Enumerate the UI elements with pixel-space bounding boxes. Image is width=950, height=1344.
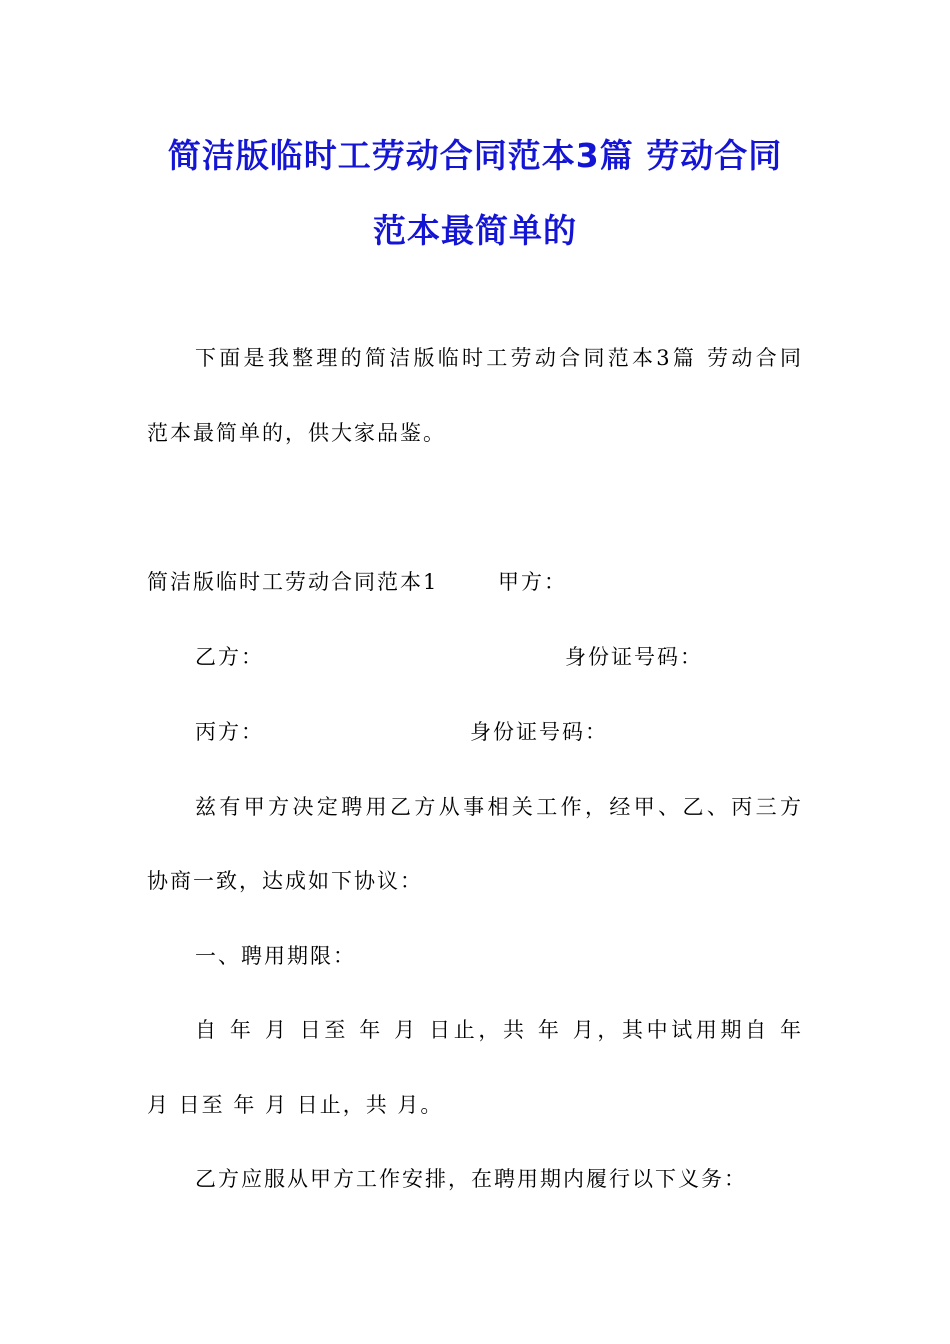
intro-line-2: 范本最简单的，供大家品鉴。 [147,421,446,445]
party-a-label: 甲方： [498,570,567,594]
section-heading: 简洁版临时工劳动合同范本1 [147,570,439,594]
duty-line: 乙方应服从甲方工作安排，在聘用期内履行以下义务： [195,1167,747,1191]
term-line-2: 月 日至 年 月 日止，共 月。 [147,1093,444,1117]
title-line-1: 简洁版临时工劳动合同范本3篇 劳动合同 [167,136,783,175]
para1-line-1: 兹有甲方决定聘用乙方从事相关工作，经甲、乙、丙三方 [195,795,803,819]
intro-line-1: 下面是我整理的简洁版临时工劳动合同范本3篇 劳动合同 [195,346,803,370]
party-c-label: 丙方： [195,720,264,744]
term-line-1: 自 年 月 日至 年 月 日止，共 年 月，其中试用期自 年 [195,1018,803,1042]
party-b-label: 乙方： [195,645,264,669]
party-b-id-label: 身份证号码： [565,645,703,669]
title-line-2: 范本最简单的 [373,211,577,250]
clause1-heading: 一、聘用期限： [195,944,356,968]
para1-line-2: 协商一致，达成如下协议： [147,869,423,893]
party-c-id-label: 身份证号码： [470,720,608,744]
